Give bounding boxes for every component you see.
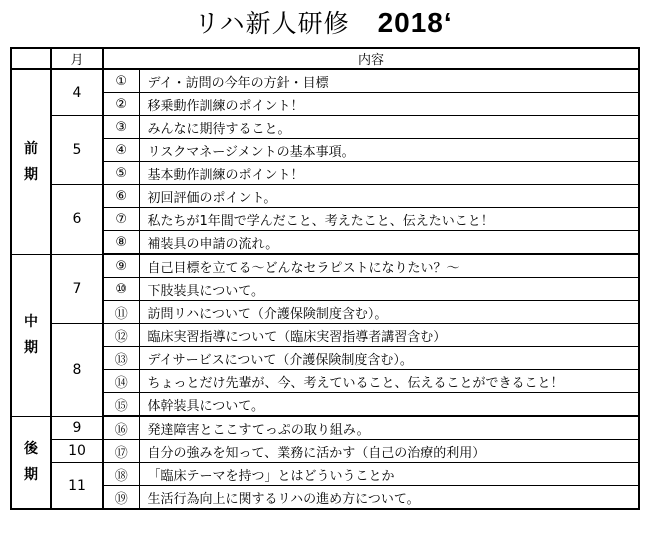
month-cell: 9 [51, 416, 103, 440]
month-cell: 5 [51, 116, 103, 185]
table-row [11, 393, 639, 417]
item-number: ③ [103, 116, 139, 139]
table-row [11, 254, 639, 278]
table-row [11, 231, 639, 255]
table-row [11, 416, 639, 440]
month-cell: 8 [51, 324, 103, 417]
item-text: ちょっとだけ先輩が、今、考えていること、伝えることができること！ [139, 370, 639, 393]
month-cell: 11 [51, 463, 103, 510]
table-row [11, 301, 639, 324]
table-row [11, 208, 639, 231]
table-row [11, 440, 639, 463]
header-month: 月 [51, 48, 103, 69]
item-number: ④ [103, 139, 139, 162]
table-row [11, 486, 639, 510]
table-row [11, 278, 639, 301]
table-row [11, 347, 639, 370]
table-row [11, 116, 639, 139]
item-text: 訪問リハについて（介護保険制度含む）。 [139, 301, 639, 324]
item-text: 自分の強みを知って、業務に活かす（自己の治療的利用） [139, 440, 639, 463]
table-row [11, 69, 639, 93]
item-number: ⑪ [103, 301, 139, 324]
item-number: ⑮ [103, 393, 139, 417]
period-cell-late [11, 416, 51, 509]
item-number: ⑱ [103, 463, 139, 486]
period-cell-early [11, 69, 51, 254]
item-number: ⑬ [103, 347, 139, 370]
item-number: ① [103, 69, 139, 93]
item-number: ⑤ [103, 162, 139, 185]
item-number: ⑫ [103, 324, 139, 347]
item-number: ⑨ [103, 254, 139, 278]
item-number: ⑰ [103, 440, 139, 463]
item-text: 初回評価のポイント。 [139, 185, 639, 208]
item-text: 体幹装具について。 [139, 393, 639, 417]
table-row [11, 162, 639, 185]
item-text: 私たちが1年間で学んだこと、考えたこと、伝えたいこと！ [139, 208, 639, 231]
item-text: 臨床実習指導について（臨床実習指導者講習含む） [139, 324, 639, 347]
table-row [11, 139, 639, 162]
table-row [11, 324, 639, 347]
table-row [11, 463, 639, 486]
item-number: ⑦ [103, 208, 139, 231]
month-cell: 7 [51, 254, 103, 324]
page-title [0, 4, 647, 40]
period-label: 後期 [24, 441, 38, 484]
table-header-row [11, 48, 639, 69]
item-number: ⑯ [103, 416, 139, 440]
header-period [11, 48, 51, 69]
item-text: デイサービスについて（介護保険制度含む）。 [139, 347, 639, 370]
item-number: ⑩ [103, 278, 139, 301]
month-cell: 10 [51, 440, 103, 463]
item-text: 自己目標を立てる～どんなセラピストになりたい？～ [139, 254, 639, 278]
item-number: ⑭ [103, 370, 139, 393]
item-number: ② [103, 93, 139, 116]
period-cell-middle [11, 254, 51, 416]
item-text: 下肢装具について。 [139, 278, 639, 301]
period-label: 前期 [24, 140, 38, 183]
title-year: 2018‘ [377, 7, 453, 38]
item-text: 移乗動作訓練のポイント！ [139, 93, 639, 116]
table-row [11, 93, 639, 116]
item-text: デイ・訪問の今年の方針・目標 [139, 69, 639, 93]
item-text: 発達障害とここすてっぷの取り組み。 [139, 416, 639, 440]
header-content: 内容 [103, 48, 639, 69]
month-cell: 4 [51, 69, 103, 116]
item-text: みんなに期待すること。 [139, 116, 639, 139]
item-number: ⑲ [103, 486, 139, 510]
period-label: 中期 [24, 314, 38, 356]
item-text: 基本動作訓練のポイント！ [139, 162, 639, 185]
item-text: 補装具の申請の流れ。 [139, 231, 639, 255]
item-text: 「臨床テーマを持つ」とはどういうことか [139, 463, 639, 486]
month-cell: 6 [51, 185, 103, 255]
title-text: リハ新人研修 [194, 9, 350, 38]
table-row [11, 185, 639, 208]
item-number: ⑧ [103, 231, 139, 255]
training-schedule-table [10, 47, 640, 510]
item-text: 生活行為向上に関するリハの進め方について。 [139, 486, 639, 510]
item-text: リスクマネージメントの基本事項。 [139, 139, 639, 162]
item-number: ⑥ [103, 185, 139, 208]
table-row [11, 370, 639, 393]
